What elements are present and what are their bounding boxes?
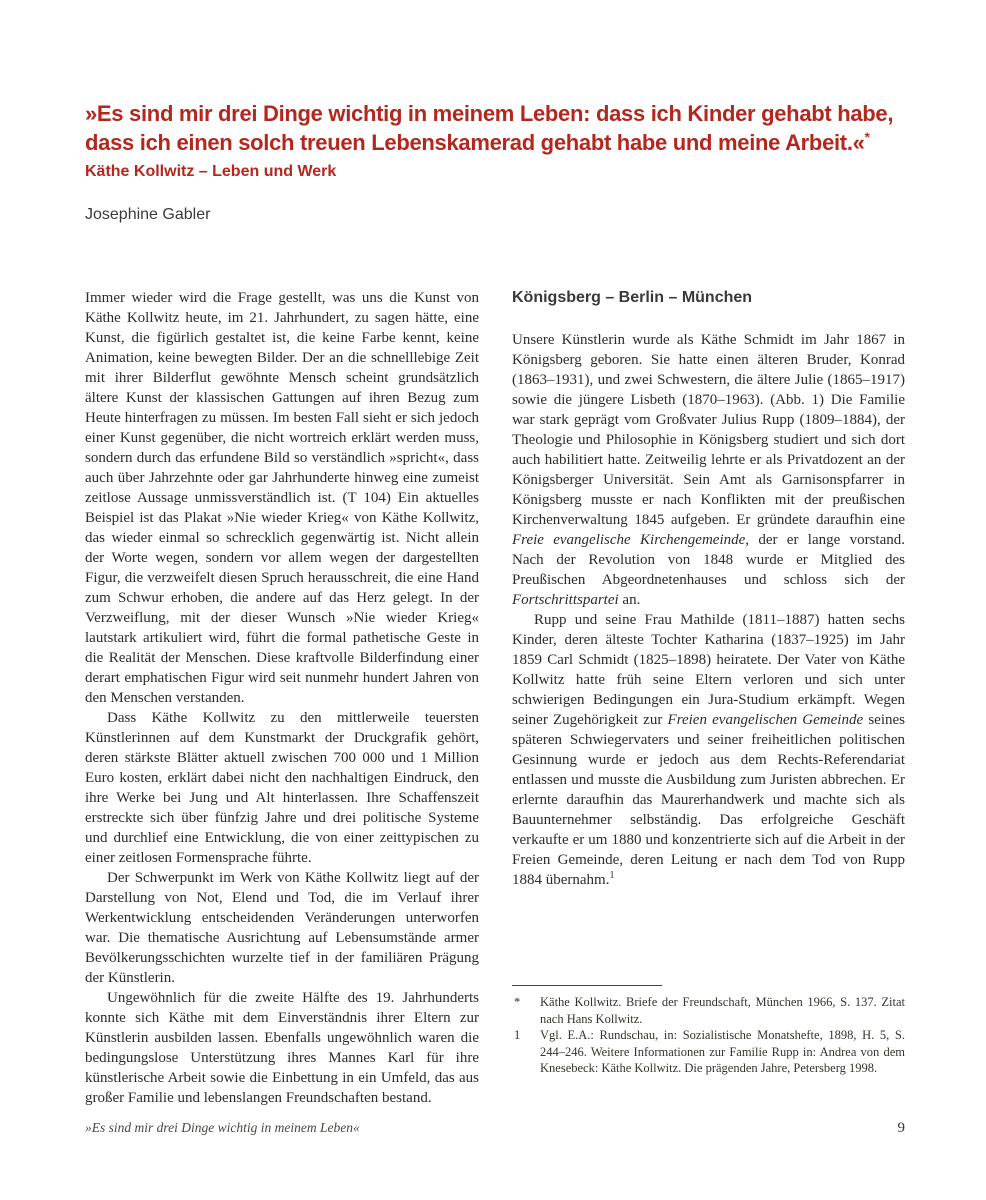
footnote-text: Käthe Kollwitz. Briefe der Freundschaft, München 1966, S. 137. Zitat nach Hans Kollwitz. bbox=[540, 995, 905, 1026]
running-title: »Es sind mir drei Dinge wichtig in meinem Leben« bbox=[85, 1120, 360, 1135]
footnote-reference: 1 bbox=[609, 870, 615, 881]
text-segment: seines späteren Schwiegervaters und seiner freiheitlichen politischen Gesinnung wurde er jedoch aus dem Rechts-Referendariat entlassen und musste die Ausbildung zum Juristen abbrechen. Er erlernte daraufhin das Maurerhandwerk und machte sich als Bauunternehmer selbständig. Das erfolgreiche Geschäft verkaufte er um 1880 und konzentrierte sich auf die Arbeit in der Freien Gemeinde, deren Leitung er nach dem Tod von Rupp 1884 übernahm. bbox=[512, 712, 905, 888]
footnote-item bbox=[512, 994, 905, 1027]
text-segment: , der er lange vorstand. Nach der Revolution von 1848 wurde er Mitglied des Preußischen Abgeordnetenhauses und schloss sich der bbox=[512, 532, 905, 588]
italic-term: Freie evangelische Kirchengemeinde bbox=[512, 532, 746, 548]
italic-term: Fortschrittspartei bbox=[512, 592, 619, 608]
text-segment: Rupp und seine Frau Mathilde (1811–1887) hatten sechs Kinder, deren älteste Tochter Katharina (1837–1925) im Jahr 1859 Carl Schmidt (1825–1898) heiratete. Der Vater von Käthe Kollwitz hatte früh seine Eltern verloren und sich unter schwierigen Bedingungen ein Jura-Studium erkämpft. Wegen seiner Zugehörigkeit zur bbox=[512, 612, 905, 728]
text-segment: Unsere Künstlerin wurde als Käthe Schmidt im Jahr 1867 in Königsberg geboren. Sie hatte einen älteren Bruder, Konrad (1863–1931), und zwei Schwestern, die ältere Julie (1865–1917) sowie die jüngere Lisbeth (1870–1963). (Abb. 1) Die Familie war stark geprägt vom Großvater Julius Rupp (1809–1884), der Theologie und Philosophie in Königsberg studiert und sich dort auch habilitiert hatte. Zeitweilig lehrte er als Privatdozent an der Königsberger Universität. Sein Amt als Garnisonspfarrer in Königsberg musste er nach Konflikten mit der preußischen Kirchenverwaltung 1845 aufgeben. Er gründete daraufhin eine bbox=[512, 332, 905, 528]
footnote-marker: * bbox=[514, 995, 521, 1009]
footnote-block bbox=[512, 985, 905, 1077]
paragraph: Der Schwerpunkt im Werk von Käthe Kollwitz liegt auf der Darstellung von Not, Elend und Tod, die im Verlauf ihrer Werkentwicklung entscheidenden Veränderungen unterworfen war. Die thematische Ausrichtung auf Lebensumstände armer Bevölkerungsschichten wurzelte tief in der familiären Prägung der Künstlerin. bbox=[85, 870, 479, 986]
page-title bbox=[85, 99, 930, 157]
paragraph bbox=[512, 610, 905, 890]
footnote-text: Vgl. E.A.: Rundschau, in: Sozialistische Monatshefte, 1898, H. 5, S. 244–246. Weitere Informationen zur Familie Rupp in: Andrea von dem Knesebeck: Käthe Kollwitz. Die prägenden Jahre, Petersberg 1998. bbox=[540, 1028, 905, 1075]
author-name: Josephine Gabler bbox=[85, 206, 211, 223]
page-number: 9 bbox=[897, 1120, 905, 1136]
paragraph: Immer wieder wird die Frage gestellt, was uns die Kunst von Käthe Kollwitz heute, im 21. Jahrhundert, zu sagen hätte, eine Kunst, die figürlich gestaltet ist, die keine Farbe kennt, keine Animation, keine bewegten Bilder. Der an die schnelllebige Zeit mit ihrer Bilderflut gewöhnte Mensch scheint grundsätzlich ältere Kunst der klassischen Gattungen auf ihren Bezug zum Heute hinterfragen zu müssen. Im besten Fall sieht er sich jedoch einer Kunst gegenüber, die nicht wortreich erklärt werden muss, sondern durch das erfundene Bild so verständlich »spricht«, dass auch über Jahrzehnte oder gar Jahrhunderte hinweg eine zumeist zeitlose Aussage unmissverständlich ist. (T 104) Ein aktuelles Beispiel ist das Plakat »Nie wieder Krieg« von Käthe Kollwitz, das wieder einmal so schrecklich gegenwärtig ist. Nicht allein der Worte wegen, sondern vor allem wegen der dargestellten Figur, die verzweifelt diesen Spruch herausschreit, die eine Hand zum Schwur erhoben, die andere auf das Herz gelegt. In der Verzweiflung, mit der dieser Wunsch »Nie wieder Krieg« lautstark artikuliert wird, führt die formal pathetische Geste in die Realität der Menschen. Diese kraftvolle Bilderfindung einer derart emphatischen Figur wird seit nunmehr hundert Jahren von den Menschen verstanden. bbox=[85, 290, 479, 706]
title-line-1: »Es sind mir drei Dinge wichtig in meinem Leben: dass ich Kinder gehabt habe, bbox=[85, 100, 894, 126]
chapter-subtitle: Käthe Kollwitz – Leben und Werk bbox=[85, 163, 337, 180]
footnote-separator-rule bbox=[512, 985, 662, 986]
footnote-item bbox=[512, 1027, 905, 1077]
text-segment: an. bbox=[618, 592, 641, 608]
paragraph: Dass Käthe Kollwitz zu den mittlerweile teuersten Künstlerinnen auf dem Kunstmarkt der Druckgrafik gehört, deren stärkste Blätter aktuell zwischen 700 000 und 1 Million Euro kosten, erklärt dabei nicht den nachhaltigen Eindruck, den ihre Werke bei Jung und Alt hinterlassen. Ihre Schaffenszeit erstreckte sich über fünfzig Jahre und drei politische Systeme und durchlief eine Entwicklung, die von einer zeittypischen zu einer zeitlosen Formensprache führte. bbox=[85, 710, 479, 866]
paragraph: Ungewöhnlich für die zweite Hälfte des 19. Jahrhunderts konnte sich Käthe mit dem Einverständnis ihrer Eltern zur Künstlerin ausbilden lassen. Ebenfalls ungewöhnlich waren die bedingungslose Unterstützung ihres Mannes Karl für ihre künstlerische Arbeit sowie die Einbettung in ein Umfeld, das aus großer Familie und lebenslangen Freundschaften bestand. bbox=[85, 990, 479, 1106]
right-text-column bbox=[512, 288, 905, 890]
footnote-marker: 1 bbox=[514, 1028, 521, 1042]
title-line-2: dass ich einen solch treuen Lebenskamerad gehabt habe und meine Arbeit.« bbox=[85, 129, 865, 155]
page-footer bbox=[85, 1120, 905, 1137]
left-text-column bbox=[85, 288, 479, 1108]
title-footnote-asterisk: * bbox=[864, 129, 870, 145]
italic-term: Freien evangelischen Gemeinde bbox=[667, 712, 864, 728]
paragraph bbox=[512, 330, 905, 610]
section-heading: Königsberg – Berlin – München bbox=[512, 289, 753, 306]
